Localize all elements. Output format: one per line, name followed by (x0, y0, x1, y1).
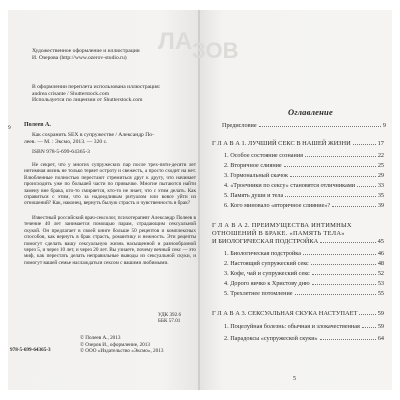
udk-code: УДК 392.6 (158, 312, 182, 318)
toc-page: 9 (382, 122, 386, 129)
leader-dots (312, 280, 376, 285)
toc-page: 22 (377, 152, 384, 159)
bbk-code: ББК 57.01 (158, 318, 181, 325)
toc-page: 59 (377, 310, 384, 317)
toc-label: 1. Биологическая подстройка (224, 250, 301, 257)
toc-item[interactable] (224, 323, 384, 330)
toc-label: 5. Трехлетнее потомление (224, 290, 293, 297)
leader-dots (303, 250, 376, 255)
credit-line: Художественное оформление и иллюстрации (32, 48, 140, 54)
toc-item[interactable] (224, 270, 384, 277)
leader-dots (362, 323, 376, 328)
toc-page: 59 (377, 323, 384, 330)
leader-dots (259, 122, 381, 127)
toc-chapter-3[interactable] (212, 310, 384, 317)
toc-label: 4. «Троечники по сексу» становятся отличниками (224, 182, 356, 189)
leader-dots (320, 238, 375, 243)
toc-item[interactable] (224, 290, 384, 297)
copyright-line: © ООО «Издательство «Эксмо», 2013 (80, 348, 164, 355)
toc-label: 2. Вторичное слияние (224, 162, 282, 169)
toc-label: 3. Гормональный скачок (224, 172, 289, 179)
illustration-credits (32, 48, 140, 61)
credit-line: В оформлении переплета использована иллюстрация: (32, 84, 161, 90)
toc-item[interactable] (224, 335, 384, 342)
leader-dots (357, 182, 376, 187)
leader-dots (284, 162, 376, 167)
chapter-heading: Г Л А В А 3. СЕКСУАЛЬНАЯ СКУКА НАСТУПАЕТ (212, 310, 358, 317)
toc-page: 48 (377, 260, 384, 267)
bleed-through-decoration: ЗОВ (192, 38, 239, 63)
chapter-heading[interactable]: ОТНОШЕНИЙ В БРАКЕ. «ПАМЯТЬ ТЕЛА» (212, 230, 345, 237)
toc-label: 2. Парадоксы «супружеской скуки» (224, 335, 318, 342)
leader-dots (311, 260, 376, 265)
chapter-heading: И БИОЛОГИЧЕСКАЯ ПОДСТРОЙКА (212, 238, 319, 245)
leader-dots (359, 310, 375, 315)
toc-chapter-1[interactable] (212, 140, 384, 147)
toc-item[interactable] (224, 192, 384, 199)
chapter-heading[interactable]: Г Л А В А 2. ПРЕИМУЩЕСТВА ИНТИМНЫХ (212, 222, 352, 229)
toc-item[interactable] (224, 250, 384, 257)
catalog-title-line: Как сохранить SEX в супружестве / Александр По- (32, 132, 154, 138)
annotation-paragraph: Не секрет, что у многих супружеских пар после трех-пяти-десяти лет интимная жизнь не только теряет остроту и свежесть, а просто сходит на нет. Влюбленные полностью перестают стремиться друг к другу, что начинает происходить уже по большей части по привычке. Многие пытаются найти замену вне брака, кто-то смиряется, кто-то не знает, что с этим делать. Как справиться с этим, что за надоедливым ритуалом или вовсе уйти из отношений? Как, наконец, вернуть былую страсть и чувственность в брак? (24, 162, 196, 207)
leader-dots (290, 172, 376, 177)
toc-page: 46 (377, 250, 384, 257)
toc-item[interactable] (224, 162, 384, 169)
toc-chapter-2[interactable] (212, 238, 384, 245)
toc-page: 64 (377, 335, 384, 342)
toc-page: 25 (377, 162, 384, 169)
toc-item[interactable] (224, 152, 384, 159)
isbn-bottom: 978-5-699-64365-3 (10, 347, 51, 353)
toc-preface[interactable] (222, 122, 386, 129)
leader-dots (320, 335, 376, 340)
toc-item[interactable] (224, 280, 384, 287)
toc-page: 55 (377, 290, 384, 297)
credit-line: И. Озерова (http://www.ozerov-studio.ru) (32, 54, 127, 61)
toc-page: 52 (377, 270, 384, 277)
toc-page: 33 (377, 182, 384, 189)
catalog-title-line: леев. — М. : Эксмо, 2013. — 320 с. (24, 139, 108, 145)
copyright-block (80, 335, 163, 355)
copyright-line: © Полеев А., 2013 (80, 335, 121, 341)
toc-label: 6. Кого миновало «вторичное слияние»? (224, 202, 331, 209)
toc-title: Оглавление (288, 107, 333, 117)
toc-page: 29 (377, 172, 384, 179)
toc-item[interactable] (224, 202, 384, 209)
toc-label: 1. Особое состояние сознания (224, 152, 304, 159)
toc-item[interactable] (224, 172, 384, 179)
toc-page: 53 (377, 280, 384, 287)
annotation-paragraph: Известный российский врач-сексолог, психотерапевт Александр Полеев в течение 40 лет занимается помощью парам, страдающим сексуальной скукой. Он предлагает в своей книге больше 50 рецептов и комплексных способов, как вернуть в брак страсть, романтику и нежность. Эти рецепты помогут сделать вашу сексуальную жизнь насыщенной и разнообразной через 5, и через 10 лет, и через 20 лет. Вы узнаете, почему вечный секс — это миф, как перестать делать неправильные выводы из сексуальной скуки, и помогут вашей семье наслаждаться сексом с вашими любимыми. (24, 215, 196, 266)
toc-item[interactable] (224, 182, 384, 189)
margin-number: 9 (8, 125, 11, 131)
toc-label: 3. Кофе, чай и супружеский секс (224, 270, 310, 277)
catalog-isbn: ISBN 978-5-699-64365-3 (32, 149, 90, 155)
right-page (192, 10, 392, 390)
toc-page: 45 (377, 238, 384, 245)
leader-dots (312, 270, 376, 275)
classification-codes (158, 312, 181, 325)
toc-label: 1. Поцелуйная болезнь: обычная и злокачественная (224, 323, 360, 330)
catalog-author: Полеев А. (24, 122, 51, 128)
toc-page: 39 (377, 202, 384, 209)
bleed-through-decoration: ЛА (158, 28, 193, 55)
leader-dots (353, 140, 376, 145)
toc-label: 5. Память души и тела (224, 192, 284, 199)
credit-line: andrea crisante / Shutterstock.com (32, 90, 110, 97)
leader-dots (285, 192, 376, 197)
cover-credits (32, 84, 160, 104)
toc-page: 17 (377, 140, 384, 147)
leader-dots (295, 290, 376, 295)
toc-label: 2. Настоящий супружеский секс (224, 260, 309, 267)
credit-line: Используется по лицензии от Shutterstock.com (32, 97, 143, 104)
chapter-heading: Г Л А В А 1. ЛУЧШИЙ СЕКС В НАШЕЙ ЖИЗНИ (212, 140, 351, 147)
toc-page: 35 (377, 192, 384, 199)
page-number: 5 (293, 376, 296, 382)
copyright-line: © Озеров И., оформление, 2013 (80, 341, 150, 348)
left-page (8, 10, 200, 390)
leader-dots (305, 152, 376, 157)
toc-label: 4. Дорого яичко к Христову дню (224, 280, 310, 287)
toc-item[interactable] (224, 260, 384, 267)
toc-label: Предисловие (222, 122, 257, 129)
leader-dots (332, 202, 376, 207)
